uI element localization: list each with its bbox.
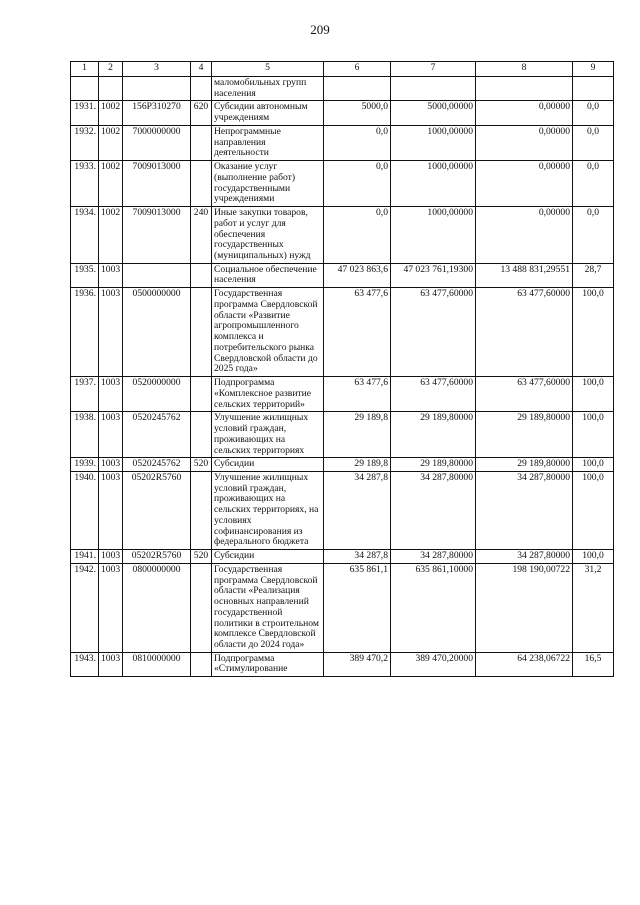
- execution-percent-cell: 100,0: [573, 377, 614, 412]
- budget-assignments-cell: 1000,00000: [391, 161, 476, 207]
- header-cell: 7: [391, 62, 476, 77]
- section-code-cell: 1003: [99, 550, 123, 564]
- approved-amount-cell: 0,0: [324, 125, 391, 160]
- execution-percent-cell: 31,2: [573, 563, 614, 652]
- budget-assignments-cell: [391, 77, 476, 101]
- header-cell: 8: [476, 62, 573, 77]
- expense-type-cell: [191, 377, 212, 412]
- row-number-cell: 1939.: [71, 458, 99, 472]
- row-number-cell: [71, 77, 99, 101]
- executed-amount-cell: [476, 77, 573, 101]
- budget-table: [70, 61, 614, 677]
- item-name-cell: Государственная программа Свердловской области «Реализация основных направлений государственной политики в строительном комплексе Свердловской области до 2024 года»: [212, 563, 324, 652]
- row-number-cell: 1943.: [71, 652, 99, 676]
- approved-amount-cell: 635 861,1: [324, 563, 391, 652]
- table-row: [71, 288, 614, 377]
- expense-type-cell: 240: [191, 207, 212, 264]
- section-code-cell: 1002: [99, 207, 123, 264]
- executed-amount-cell: 64 238,06722: [476, 652, 573, 676]
- expense-type-cell: [191, 77, 212, 101]
- header-cell: 3: [123, 62, 191, 77]
- item-name-cell: Подпрограмма «Стимулирование: [212, 652, 324, 676]
- budget-assignments-cell: 34 287,80000: [391, 550, 476, 564]
- row-number-cell: 1942.: [71, 563, 99, 652]
- execution-percent-cell: 0,0: [573, 207, 614, 264]
- section-code-cell: 1002: [99, 161, 123, 207]
- expense-type-cell: 620: [191, 101, 212, 125]
- row-number-cell: 1935.: [71, 263, 99, 287]
- row-number-cell: 1937.: [71, 377, 99, 412]
- expense-type-cell: [191, 263, 212, 287]
- row-number-cell: 1936.: [71, 288, 99, 377]
- execution-percent-cell: 28,7: [573, 263, 614, 287]
- table-row: [71, 412, 614, 458]
- section-code-cell: 1003: [99, 377, 123, 412]
- item-name-cell: маломобильных групп населения: [212, 77, 324, 101]
- execution-percent-cell: 100,0: [573, 458, 614, 472]
- page-number: 209: [310, 22, 330, 37]
- header-cell: 4: [191, 62, 212, 77]
- table-row: [71, 263, 614, 287]
- executed-amount-cell: 63 477,60000: [476, 288, 573, 377]
- header-cell: 9: [573, 62, 614, 77]
- table-row: [71, 652, 614, 676]
- approved-amount-cell: 29 189,8: [324, 458, 391, 472]
- target-article-cell: 05202R5760: [123, 550, 191, 564]
- item-name-cell: Субсидии: [212, 550, 324, 564]
- execution-percent-cell: 100,0: [573, 288, 614, 377]
- approved-amount-cell: 47 023 863,6: [324, 263, 391, 287]
- executed-amount-cell: 0,00000: [476, 125, 573, 160]
- row-number-cell: 1938.: [71, 412, 99, 458]
- table-body: [71, 77, 614, 677]
- item-name-cell: Социальное обеспечение населения: [212, 263, 324, 287]
- target-article-cell: 0800000000: [123, 563, 191, 652]
- target-article-cell: 7009013000: [123, 161, 191, 207]
- header-row: [71, 62, 614, 77]
- budget-assignments-cell: 635 861,10000: [391, 563, 476, 652]
- row-number-cell: 1941.: [71, 550, 99, 564]
- approved-amount-cell: 34 287,8: [324, 550, 391, 564]
- target-article-cell: 0500000000: [123, 288, 191, 377]
- budget-assignments-cell: 389 470,20000: [391, 652, 476, 676]
- section-code-cell: 1002: [99, 125, 123, 160]
- header-cell: 6: [324, 62, 391, 77]
- executed-amount-cell: 198 190,00722: [476, 563, 573, 652]
- execution-percent-cell: 0,0: [573, 101, 614, 125]
- budget-assignments-cell: 5000,00000: [391, 101, 476, 125]
- item-name-cell: Улучшение жилищных условий граждан, проживающих на сельских территориях: [212, 412, 324, 458]
- section-code-cell: 1003: [99, 652, 123, 676]
- expense-type-cell: [191, 412, 212, 458]
- budget-assignments-cell: 34 287,80000: [391, 471, 476, 549]
- executed-amount-cell: 63 477,60000: [476, 377, 573, 412]
- table-row: [71, 563, 614, 652]
- executed-amount-cell: 29 189,80000: [476, 412, 573, 458]
- item-name-cell: Субсидии автономным учреждениям: [212, 101, 324, 125]
- target-article-cell: 7009013000: [123, 207, 191, 264]
- execution-percent-cell: 100,0: [573, 412, 614, 458]
- execution-percent-cell: 0,0: [573, 125, 614, 160]
- approved-amount-cell: 29 189,8: [324, 412, 391, 458]
- execution-percent-cell: 0,0: [573, 161, 614, 207]
- row-number-cell: 1932.: [71, 125, 99, 160]
- table-row: [71, 550, 614, 564]
- target-article-cell: 0520000000: [123, 377, 191, 412]
- item-name-cell: Иные закупки товаров, работ и услуг для обеспечения государственных (муниципальных) нужд: [212, 207, 324, 264]
- target-article-cell: 0520245762: [123, 412, 191, 458]
- approved-amount-cell: 34 287,8: [324, 471, 391, 549]
- expense-type-cell: [191, 563, 212, 652]
- expense-type-cell: 520: [191, 550, 212, 564]
- item-name-cell: Улучшение жилищных условий граждан, проживающих на сельских территориях, на условиях софинансирования из федерального бюджета: [212, 471, 324, 549]
- expense-type-cell: [191, 652, 212, 676]
- execution-percent-cell: 100,0: [573, 550, 614, 564]
- executed-amount-cell: 29 189,80000: [476, 458, 573, 472]
- expense-type-cell: [191, 125, 212, 160]
- approved-amount-cell: [324, 77, 391, 101]
- section-code-cell: 1003: [99, 412, 123, 458]
- table-row: [71, 77, 614, 101]
- section-code-cell: 1003: [99, 471, 123, 549]
- table-row: [71, 377, 614, 412]
- executed-amount-cell: 0,00000: [476, 101, 573, 125]
- header-cell: 5: [212, 62, 324, 77]
- budget-assignments-cell: 63 477,60000: [391, 377, 476, 412]
- budget-assignments-cell: 29 189,80000: [391, 412, 476, 458]
- table-row: [71, 161, 614, 207]
- expense-type-cell: [191, 471, 212, 549]
- section-code-cell: 1003: [99, 263, 123, 287]
- approved-amount-cell: 63 477,6: [324, 377, 391, 412]
- section-code-cell: 1003: [99, 563, 123, 652]
- table-row: [71, 471, 614, 549]
- executed-amount-cell: 0,00000: [476, 161, 573, 207]
- header-cell: 2: [99, 62, 123, 77]
- item-name-cell: Подпрограмма «Комплексное развитие сельских территорий»: [212, 377, 324, 412]
- target-article-cell: 0520245762: [123, 458, 191, 472]
- expense-type-cell: [191, 161, 212, 207]
- target-article-cell: 05202R5760: [123, 471, 191, 549]
- section-code-cell: 1003: [99, 458, 123, 472]
- expense-type-cell: 520: [191, 458, 212, 472]
- table-row: [71, 101, 614, 125]
- budget-assignments-cell: 47 023 761,19300: [391, 263, 476, 287]
- approved-amount-cell: 5000,0: [324, 101, 391, 125]
- executed-amount-cell: 34 287,80000: [476, 550, 573, 564]
- budget-assignments-cell: 1000,00000: [391, 207, 476, 264]
- section-code-cell: 1002: [99, 101, 123, 125]
- budget-assignments-cell: 63 477,60000: [391, 288, 476, 377]
- section-code-cell: [99, 77, 123, 101]
- header-cell: 1: [71, 62, 99, 77]
- approved-amount-cell: 63 477,6: [324, 288, 391, 377]
- table-row: [71, 207, 614, 264]
- execution-percent-cell: 16,5: [573, 652, 614, 676]
- item-name-cell: Субсидии: [212, 458, 324, 472]
- executed-amount-cell: 13 488 831,29551: [476, 263, 573, 287]
- item-name-cell: Государственная программа Свердловской области «Развитие агропромышленного комплекса и потребительского рынка Свердловской области до 2025 года»: [212, 288, 324, 377]
- item-name-cell: Оказание услуг (выполнение работ) государственными учреждениями: [212, 161, 324, 207]
- executed-amount-cell: 0,00000: [476, 207, 573, 264]
- approved-amount-cell: 389 470,2: [324, 652, 391, 676]
- expense-type-cell: [191, 288, 212, 377]
- approved-amount-cell: 0,0: [324, 161, 391, 207]
- table-row: [71, 125, 614, 160]
- budget-assignments-cell: 1000,00000: [391, 125, 476, 160]
- row-number-cell: 1940.: [71, 471, 99, 549]
- row-number-cell: 1931.: [71, 101, 99, 125]
- row-number-cell: 1933.: [71, 161, 99, 207]
- target-article-cell: [123, 263, 191, 287]
- approved-amount-cell: 0,0: [324, 207, 391, 264]
- target-article-cell: 156P310270: [123, 101, 191, 125]
- target-article-cell: 0810000000: [123, 652, 191, 676]
- target-article-cell: 7000000000: [123, 125, 191, 160]
- row-number-cell: 1934.: [71, 207, 99, 264]
- executed-amount-cell: 34 287,80000: [476, 471, 573, 549]
- execution-percent-cell: 100,0: [573, 471, 614, 549]
- execution-percent-cell: [573, 77, 614, 101]
- target-article-cell: [123, 77, 191, 101]
- item-name-cell: Непрограммные направления деятельности: [212, 125, 324, 160]
- table-row: [71, 458, 614, 472]
- section-code-cell: 1003: [99, 288, 123, 377]
- budget-assignments-cell: 29 189,80000: [391, 458, 476, 472]
